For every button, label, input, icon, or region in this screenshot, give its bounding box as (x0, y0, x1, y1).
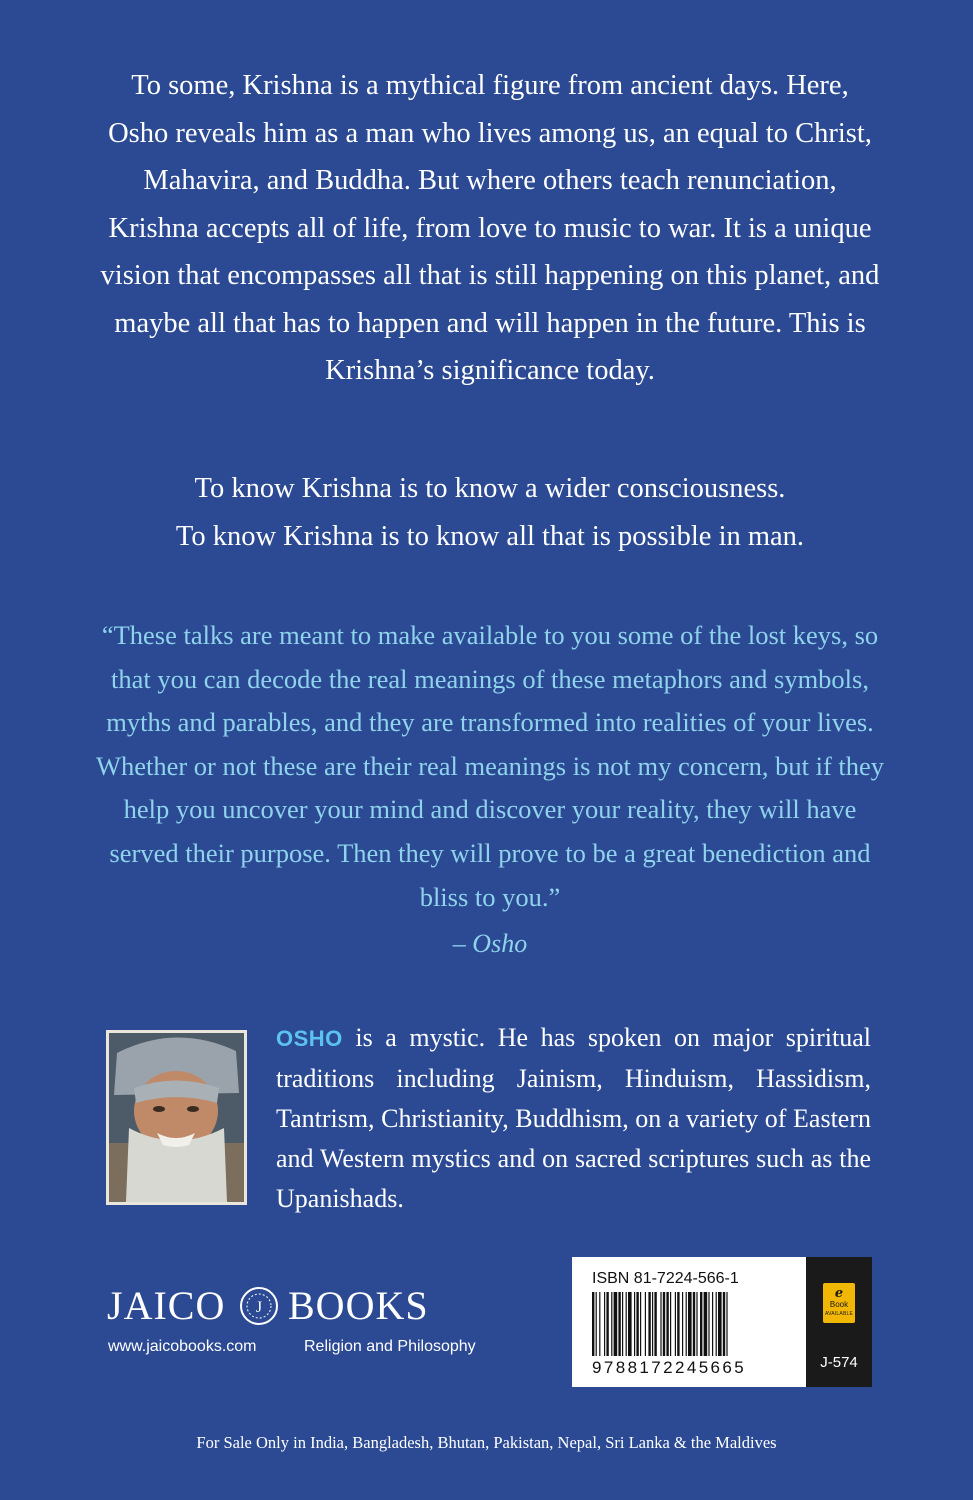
author-bio-text: is a mystic. He has spoken on major spiritual traditions including Jainism, Hinduism, Hassidism, Tantrism, Christianity, Buddhism, on a variety of Eastern and Western mystics and on sacred scriptures such as the Upanishads. (276, 1023, 872, 1213)
book-category: Religion and Philosophy (304, 1338, 476, 1355)
publisher-emblem-icon (239, 1286, 279, 1326)
publisher-name-right: BOOKS (288, 1283, 429, 1328)
publisher-logo (107, 1282, 527, 1355)
ebook-word: Book (829, 1300, 849, 1309)
ebook-panel (806, 1257, 872, 1387)
quote-attribution: – Osho (452, 929, 528, 958)
publisher-name-left: JAICO (107, 1283, 226, 1328)
publisher-website[interactable]: www.jaicobooks.com (108, 1338, 257, 1355)
ebook-available-text: AVAILABLE (824, 1311, 854, 1317)
isbn-barcode-box (572, 1257, 872, 1387)
tagline-line-2: To know Krishna is to know all that is possible in man. (175, 520, 805, 552)
tagline (90, 465, 890, 560)
author-bio (276, 1018, 871, 1219)
catalog-code: J-574 (820, 1354, 858, 1371)
publisher-emblem-letter: J (255, 1299, 263, 1316)
isbn-digits: 9788172245665 (592, 1358, 747, 1377)
tagline-line-1: To know Krishna is to know a wider consciousness. (194, 473, 786, 504)
book-blurb: To some, Krishna is a mythical figure from ancient days. Here, Osho reveals him as a man who lives among us, an equal to Christ, Mahavira, and Buddha. But where others teach renunciation, Krishna accepts all of life, from love to music to war. It is a unique vision that encompasses all that is still happening on this planet, and maybe all that has to happen and will happen in the future. This is Krishna’s significance today. (100, 70, 880, 386)
author-name: OSHO (276, 1026, 343, 1051)
isbn-label: ISBN 81-7224-566-1 (592, 1270, 739, 1287)
ebook-letter: e (834, 1286, 844, 1301)
sale-territory-notice: For Sale Only in India, Bangladesh, Bhutan, Pakistan, Nepal, Sri Lanka & the Maldives (196, 1433, 777, 1452)
ebook-available-icon (823, 1283, 855, 1323)
author-photo (106, 1030, 247, 1205)
osho-quote: “These talks are meant to make available to you some of the lost keys, so that you can decode the real meanings of these metaphors and symbols, myths and parables, and they are transformed into realities of your lives. Whether or not these are their real meanings is not my concern, but if they help you uncover your mind and discover your reality, they will have served their purpose. Then they will prove to be a great benediction and bliss to you.” (95, 620, 885, 912)
barcode (592, 1292, 804, 1358)
